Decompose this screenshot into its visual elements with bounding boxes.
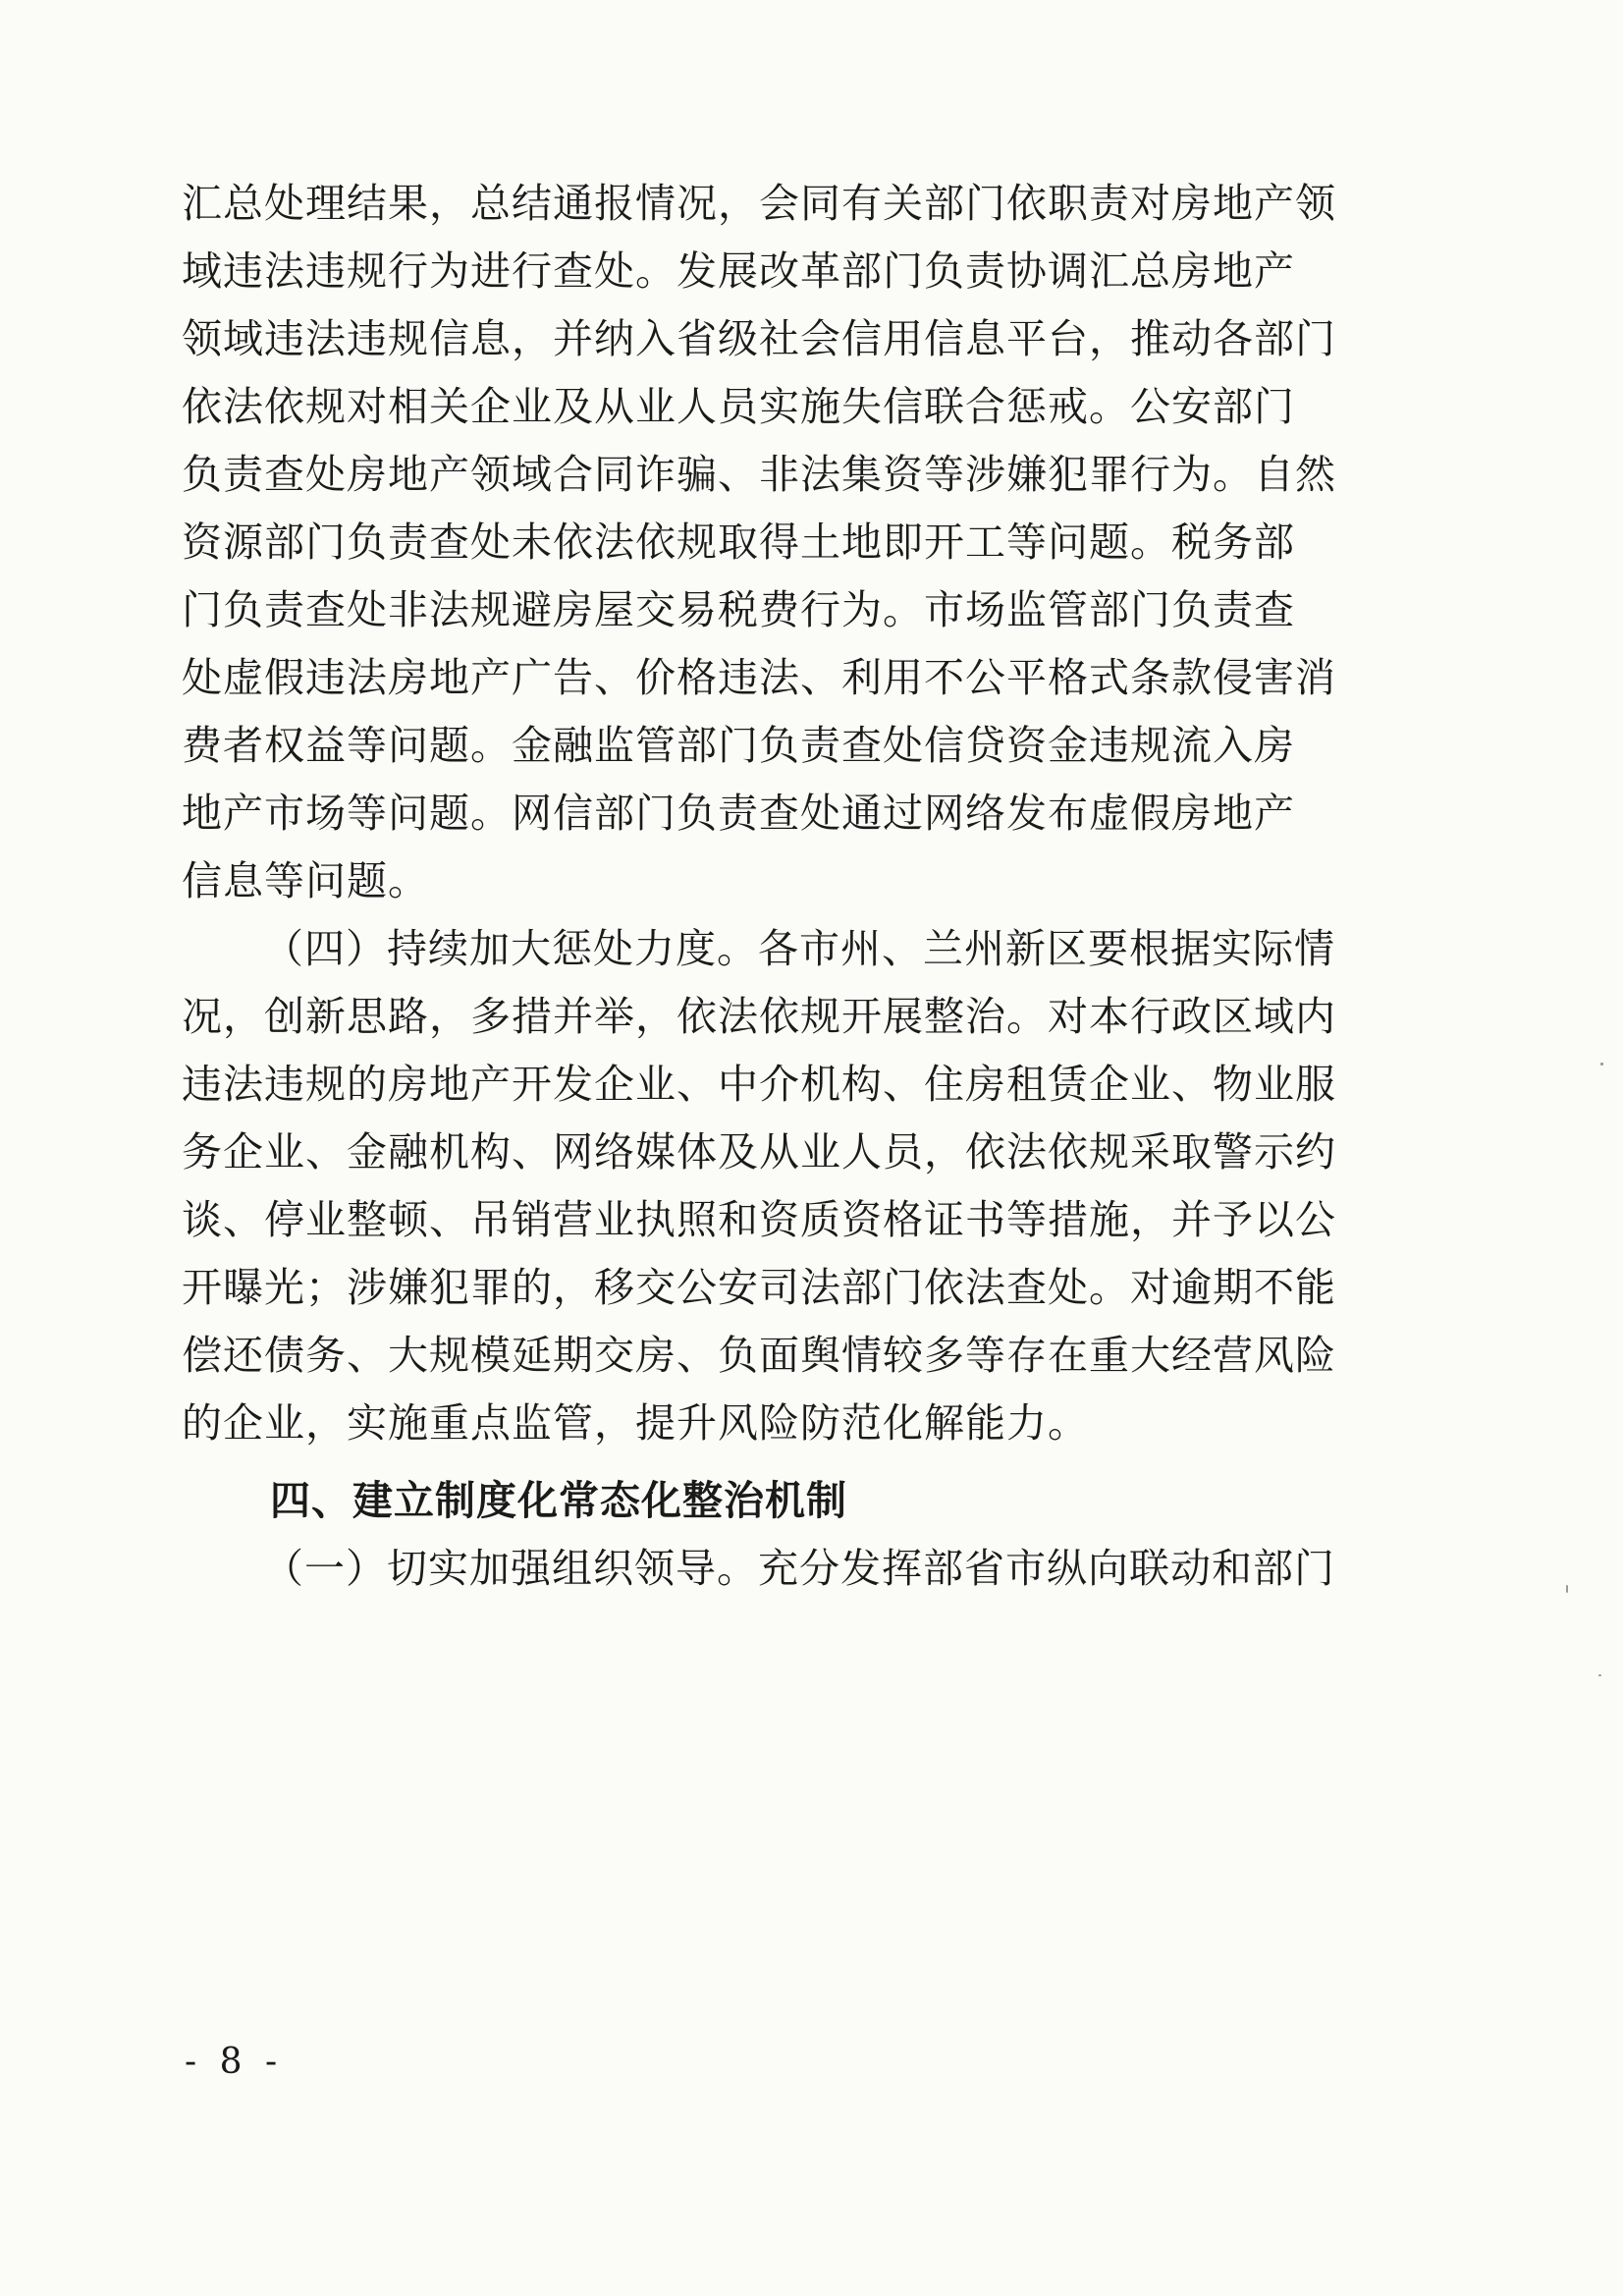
- body-line: 域违法违规行为进行查处。发展改革部门负责协调汇总房地产: [182, 247, 1295, 295]
- body-line: 开曝光；涉嫌犯罪的，移交公安司法部门依法查处。对逾期不能: [182, 1264, 1336, 1311]
- paragraph-start-line: （四）持续加大惩处力度。各市州、兰州新区要根据实际情: [263, 925, 1335, 972]
- body-line: 况，创新思路，多措并举，依法依规开展整治。对本行政区域内: [182, 993, 1336, 1040]
- body-line: 负责查处房地产领域合同诈骗、非法集资等涉嫌犯罪行为。自然: [182, 451, 1336, 498]
- body-line: 资源部门负责查处未依法依规取得土地即开工等问题。税务部: [182, 519, 1295, 566]
- body-line: 费者权益等问题。金融监管部门负责查处信贷资金违规流入房: [182, 722, 1295, 769]
- body-line: 领域违法违规信息，并纳入省级社会信用信息平台，推动各部门: [182, 315, 1336, 362]
- scan-speck: [1566, 1585, 1568, 1593]
- body-line: 地产市场等问题。网信部门负责查处通过网络发布虚假房地产: [182, 790, 1295, 837]
- scan-speck: [1598, 1674, 1601, 1676]
- body-line: 偿还债务、大规模延期交房、负面舆情较多等存在重大经营风险: [182, 1332, 1336, 1379]
- body-line: 依法依规对相关企业及从业人员实施失信联合惩戒。公安部门: [182, 383, 1295, 430]
- section-heading: 四、建立制度化常态化整治机制: [270, 1477, 847, 1524]
- body-line: 信息等问题。: [182, 857, 429, 904]
- body-line: 处虚假违法房地产广告、价格违法、利用不公平格式条款侵害消: [182, 654, 1336, 701]
- body-line: 违法违规的房地产开发企业、中介机构、住房租赁企业、物业服: [182, 1061, 1336, 1108]
- body-line: 门负责查处非法规避房屋交易税费行为。市场监管部门负责查: [182, 586, 1295, 633]
- paragraph-start-line: （一）切实加强组织领导。充分发挥部省市纵向联动和部门: [263, 1545, 1335, 1592]
- body-line: 谈、停业整顿、吊销营业执照和资质资格证书等措施，并予以公: [182, 1196, 1336, 1243]
- body-line: 的企业，实施重点监管，提升风险防范化解能力。: [182, 1399, 1089, 1447]
- body-line: 汇总处理结果，总结通报情况，会同有关部门依职责对房地产领: [182, 180, 1336, 227]
- page-number: - 8 -: [185, 2042, 284, 2082]
- scan-speck: [1600, 1063, 1603, 1066]
- body-line: 务企业、金融机构、网络媒体及从业人员，依法依规采取警示约: [182, 1128, 1336, 1175]
